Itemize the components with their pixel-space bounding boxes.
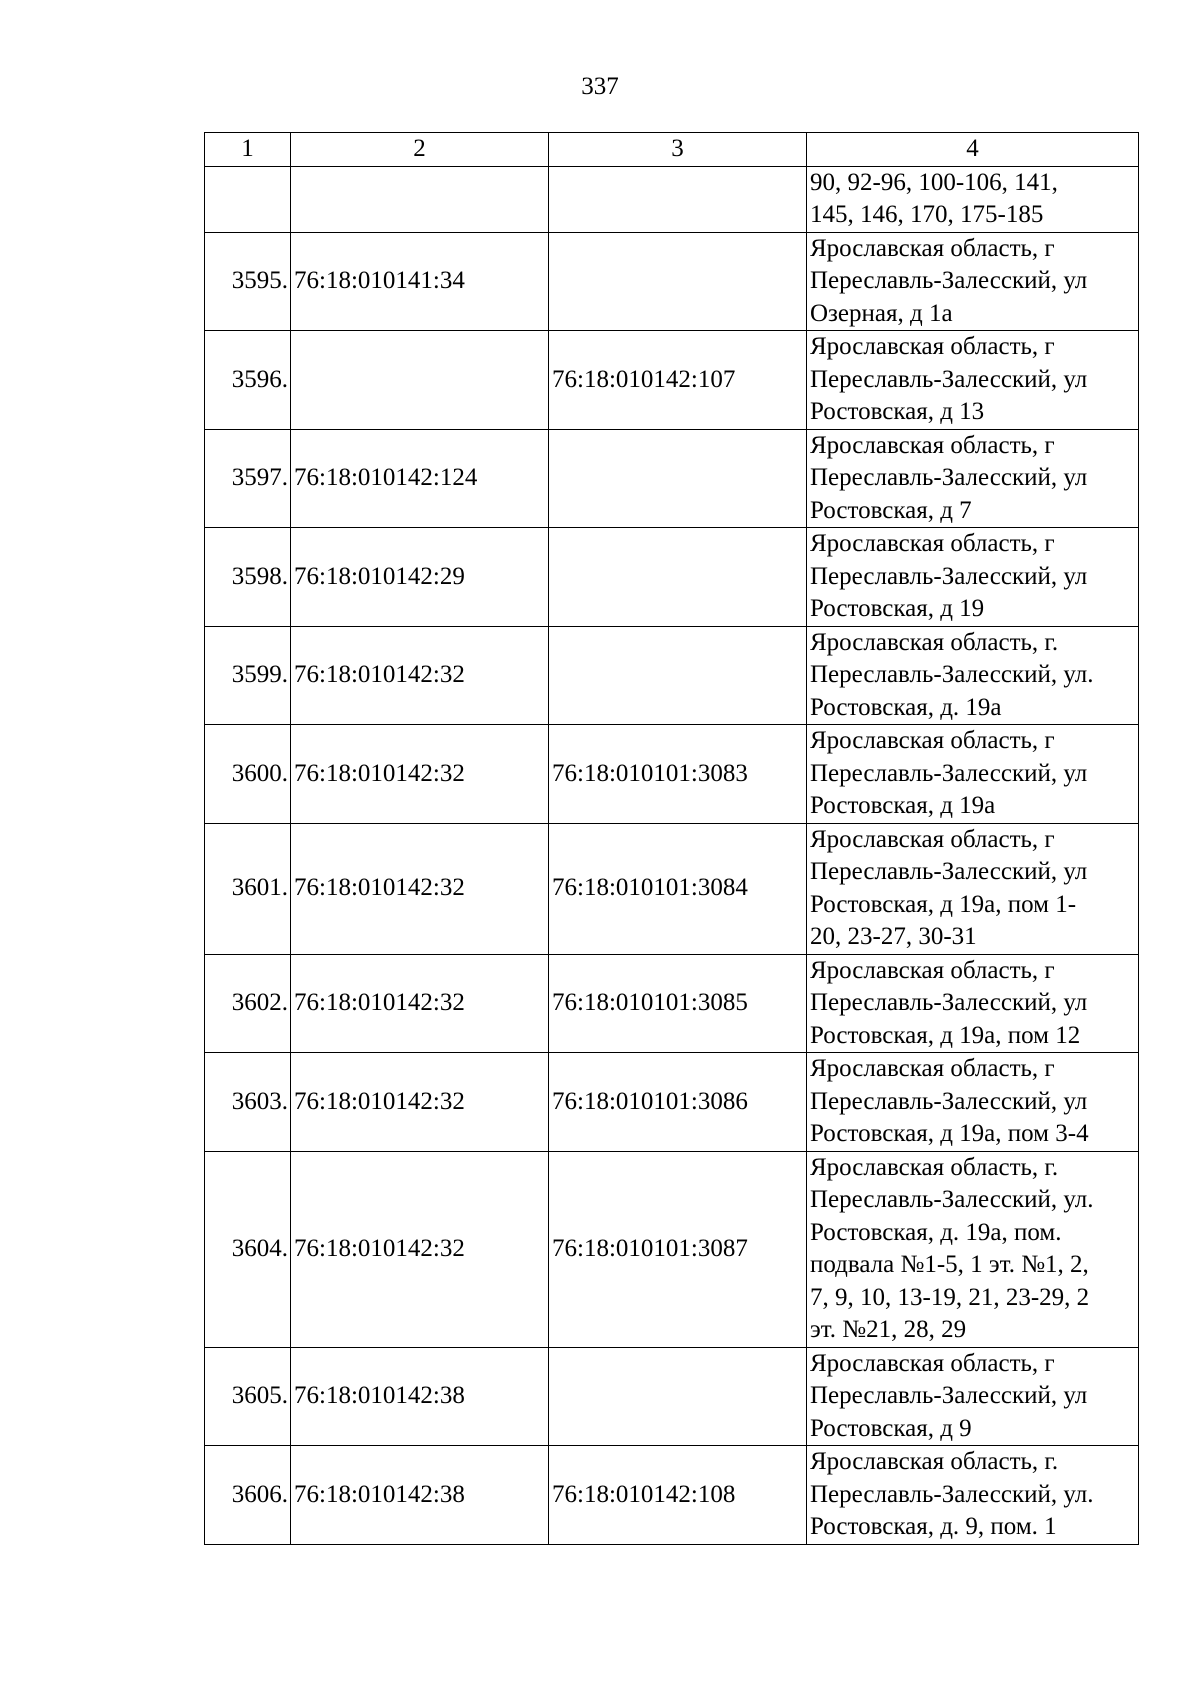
address-cell — [807, 1151, 1139, 1347]
cadastral-number-cell: 76:18:010142:32 — [291, 725, 549, 824]
address-line: Ярославская область, г — [810, 727, 1055, 754]
address-line: 90, 92-96, 100-106, 141, — [810, 168, 1058, 196]
row-number-cell: 3604. — [205, 1151, 291, 1347]
address-cell — [807, 954, 1139, 1053]
address-line: Ростовская, д 19а, пом 1- — [810, 890, 1077, 918]
row-number-cell: 3597. — [205, 429, 291, 528]
address-line: Ярославская область, г — [810, 431, 1055, 459]
address-line: Ростовская, д 7 — [810, 496, 972, 524]
table-row — [205, 1053, 1139, 1152]
object-number-cell: 76:18:010101:3086 — [549, 1053, 807, 1152]
cadastral-number-cell: 76:18:010142:32 — [291, 954, 549, 1053]
object-number-cell: 76:18:010142:107 — [549, 331, 807, 430]
table-row — [205, 232, 1139, 331]
address-line: Переславль-Залесский, ул — [810, 365, 1088, 393]
row-number-cell: 3595. — [205, 232, 291, 331]
table-row — [205, 725, 1139, 824]
row-number-cell: 3600. — [205, 725, 291, 824]
object-number-cell: 76:18:010101:3085 — [549, 954, 807, 1053]
address-line: Ростовская, д 19 — [810, 595, 985, 622]
cadastral-number-cell: 76:18:010142:32 — [291, 1151, 549, 1347]
address-cell — [807, 823, 1139, 954]
page-number: 337 — [581, 73, 619, 100]
address-line: Переславль-Залесский, ул — [810, 858, 1088, 885]
table-row — [205, 954, 1139, 1053]
table-row — [205, 1151, 1139, 1347]
row-number-cell: 3596. — [205, 331, 291, 430]
address-line: Ярославская область, г — [810, 825, 1055, 853]
object-number-cell — [549, 429, 807, 528]
table-row — [205, 626, 1139, 725]
row-number-cell: 3601. — [205, 823, 291, 954]
address-cell — [807, 166, 1139, 232]
row-number-cell: 3606. — [205, 1446, 291, 1545]
address-line: Переславль-Залесский, ул. — [810, 1186, 1094, 1213]
address-line: Ростовская, д. 19а, пом. — [810, 1218, 1062, 1246]
cadastral-number-cell: 76:18:010142:38 — [291, 1446, 549, 1545]
object-number-cell: 76:18:010101:3087 — [549, 1151, 807, 1347]
address-line: Ростовская, д 19а, пом 3-4 — [810, 1120, 1089, 1147]
object-number-cell — [549, 528, 807, 627]
table-row — [205, 528, 1139, 627]
cadastral-number-cell — [291, 331, 549, 430]
address-cell — [807, 1446, 1139, 1545]
cadastral-number-cell: 76:18:010142:38 — [291, 1347, 549, 1446]
cadastral-number-cell — [291, 166, 549, 232]
address-line: Переславль-Залесский, ул — [810, 759, 1088, 787]
address-line: Ростовская, д 19а, пом 12 — [810, 1021, 1081, 1049]
address-cell — [807, 429, 1139, 528]
cadastral-number-cell: 76:18:010142:29 — [291, 528, 549, 627]
address-line: 7, 9, 10, 13-19, 21, 23-29, 2 — [810, 1283, 1090, 1311]
object-number-cell — [549, 1347, 807, 1446]
table-row — [205, 331, 1139, 430]
object-number-cell: 76:18:010101:3084 — [549, 823, 807, 954]
column-header-2: 2 — [291, 133, 549, 167]
address-line: эт. №21, 28, 29 — [810, 1316, 967, 1343]
address-line: Переславль-Залесский, ул. — [810, 1480, 1094, 1508]
address-line: Ростовская, д 13 — [810, 398, 985, 425]
row-number-cell: 3605. — [205, 1347, 291, 1446]
column-header-4: 4 — [807, 133, 1139, 167]
cadastral-number-cell: 76:18:010142:32 — [291, 1053, 549, 1152]
address-cell — [807, 232, 1139, 331]
column-header-1: 1 — [205, 133, 291, 167]
cadastral-number-cell: 76:18:010141:34 — [291, 232, 549, 331]
register-table — [204, 132, 1139, 1545]
address-line: Ярославская область, г — [810, 530, 1055, 557]
address-line: Ярославская область, г — [810, 956, 1055, 984]
row-number-cell: 3603. — [205, 1053, 291, 1152]
address-line: Переславль-Залесский, ул — [810, 1087, 1088, 1115]
address-line: Переславль-Залесский, ул — [810, 989, 1088, 1016]
table-body — [205, 166, 1139, 1544]
cadastral-number-cell: 76:18:010142:32 — [291, 626, 549, 725]
row-number-cell: 3599. — [205, 626, 291, 725]
address-line: Ярославская область, г. — [810, 628, 1059, 656]
address-line: Ростовская, д 19а — [810, 792, 996, 819]
address-line: Переславль-Залесский, ул — [810, 464, 1088, 491]
address-line: Ростовская, д. 9, пом. 1 — [810, 1513, 1057, 1540]
object-number-cell — [549, 232, 807, 331]
address-line: Ярославская область, г — [810, 333, 1055, 360]
address-line: подвала №1-5, 1 эт. №1, 2, — [810, 1251, 1089, 1278]
table-row — [205, 166, 1139, 232]
cadastral-number-cell: 76:18:010142:124 — [291, 429, 549, 528]
address-line: 20, 23-27, 30-31 — [810, 923, 977, 950]
address-line: Ярославская область, г. — [810, 1153, 1059, 1181]
table-row — [205, 823, 1139, 954]
address-line: Озерная, д 1а — [810, 299, 953, 327]
address-line: Переславль-Залесский, ул — [810, 562, 1088, 590]
address-line: Ростовская, д 9 — [810, 1414, 972, 1442]
cadastral-number-cell: 76:18:010142:32 — [291, 823, 549, 954]
address-cell — [807, 1053, 1139, 1152]
table-row — [205, 429, 1139, 528]
object-number-cell — [549, 166, 807, 232]
address-cell — [807, 528, 1139, 627]
address-line: Ярославская область, г — [810, 234, 1055, 262]
table-row — [205, 1347, 1139, 1446]
table-row — [205, 1446, 1139, 1545]
address-cell — [807, 331, 1139, 430]
address-cell — [807, 626, 1139, 725]
row-number-cell — [205, 166, 291, 232]
header-row — [205, 133, 1139, 167]
column-header-3: 3 — [549, 133, 807, 167]
object-number-cell: 76:18:010142:108 — [549, 1446, 807, 1545]
address-line: Ярославская область, г — [810, 1349, 1055, 1377]
address-line: 145, 146, 170, 175-185 — [810, 201, 1044, 228]
table-header — [205, 133, 1139, 167]
address-line: Ростовская, д. 19а — [810, 693, 1002, 721]
object-number-cell — [549, 626, 807, 725]
address-line: Переславль-Залесский, ул — [810, 267, 1088, 294]
row-number-cell: 3602. — [205, 954, 291, 1053]
address-line: Переславль-Залесский, ул. — [810, 661, 1094, 688]
address-line: Ярославская область, г — [810, 1055, 1055, 1082]
address-cell — [807, 725, 1139, 824]
row-number-cell: 3598. — [205, 528, 291, 627]
address-cell — [807, 1347, 1139, 1446]
address-line: Ярославская область, г. — [810, 1448, 1059, 1475]
object-number-cell: 76:18:010101:3083 — [549, 725, 807, 824]
address-line: Переславль-Залесский, ул — [810, 1382, 1088, 1409]
